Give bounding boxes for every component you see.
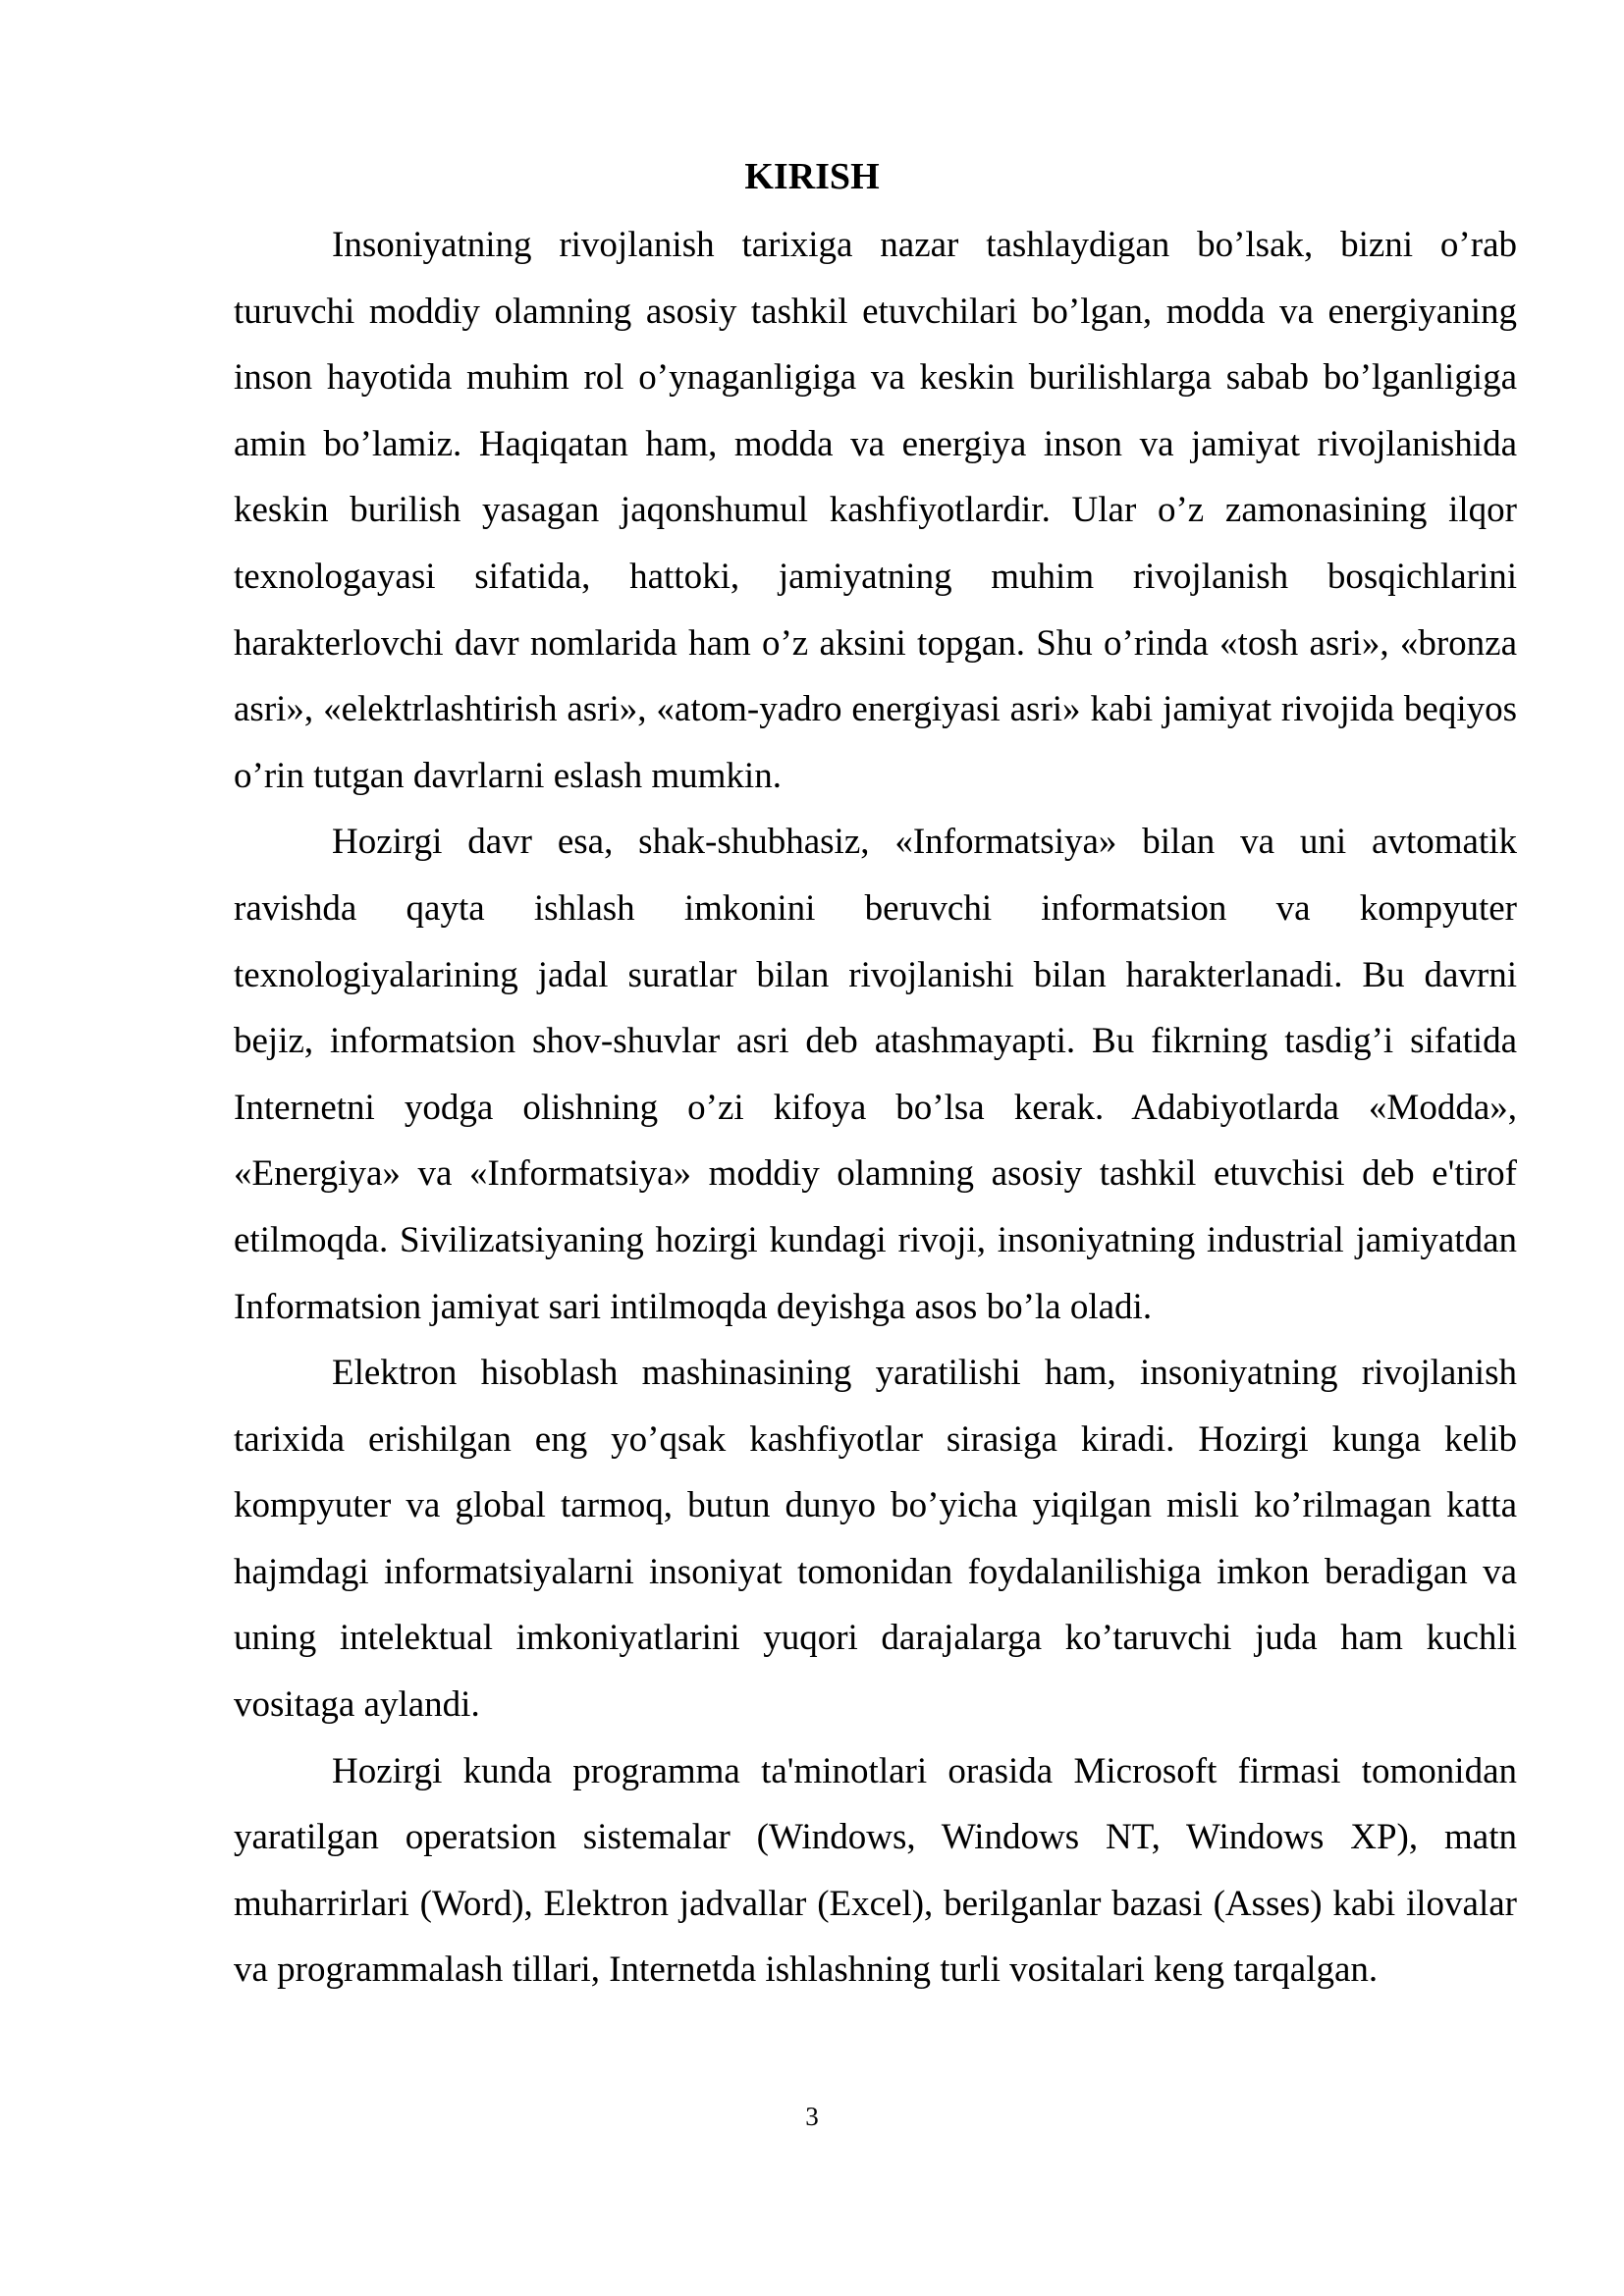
paragraph-4: Hozirgi kunda programma ta'minotlari orasida Microsoft firmasi tomonidan yaratilgan operatsion sistemalar (Windows, Windows NT, Windows XP), matn muharrirlari (Word), Elektron jadvallar (Excel), berilganlar bazasi (Asses) kabi ilovalar va programmalash tillari, Internetda ishlashning turli vositalari keng tarqalgan. [234,1750,1517,1991]
document-body [234,212,1517,2003]
paragraph-1: Insoniyatning rivojlanish tarixiga nazar tashlaydigan bo’lsak, bizni o’rab turuvchi moddiy olamning asosiy tashkil etuvchilari bo’lgan, modda va energiyaning inson hayotida muhim rol o’ynaganligiga va keskin burilishlarga sabab bo’lganligiga amin bo’lamiz. Haqiqatan ham, modda va energiya inson va jamiyat rivojlanishida keskin burilish yasagan jaqonshumul kashfiyotlardir. Ular o’z zamonasining ilqor texnologayasi sifatida, hattoki, jamiyatning muhim rivojlanish bosqichlarini harakterlovchi davr nomlarida ham o’z aksini topgan. Shu o’rinda «tosh asri», «bronza asri», «elektrlashtirish asri», «atom-yadro energiyasi asri» kabi jamiyat rivojida beqiyos o’rin tutgan davrlarni eslash mumkin. [234,225,1517,796]
page-title: KIRISH [744,156,880,197]
paragraph-2: Hozirgi davr esa, shak-shubhasiz, «Informatsiya» bilan va uni avtomatik ravishda qayta ishlash imkonini beruvchi informatsion va kompyuter texnologiyalarining jadal suratlar bilan rivojlanishi bilan harakterlanadi. Bu davrni bejiz, informatsion shov-shuvlar asri deb atashmayapti. Bu fikrning tasdig’i sifatida Internetni yodga olishning o’zi kifoya bo’lsa kerak. Adabiyotlarda «Modda», «Energiya» va «Informatsiya» moddiy olamning asosiy tashkil etuvchisi deb e'tirof etilmoqda. Sivilizatsiyaning hozirgi kundagi rivoji, insoniyatning industrial jamiyatdan Informatsion jamiyat sari intilmoqda deyishga asos bo’la oladi. [234,822,1517,1327]
page-number: 3 [805,2102,819,2131]
paragraph-3: Elektron hisoblash mashinasining yaratilishi ham, insoniyatning rivojlanish tarixida erishilgan eng yo’qsak kashfiyotlar sirasiga kiradi. Hozirgi kunga kelib kompyuter va global tarmoq, butun dunyo bo’yicha yiqilgan misli ko’rilmagan katta hajmdagi informatsiyalarni insoniyat tomonidan foydalanilishiga imkon beradigan va uning intelektual imkoniyatlarini yuqori darajalarga ko’taruvchi juda ham kuchli vositaga aylandi. [234,1353,1517,1726]
